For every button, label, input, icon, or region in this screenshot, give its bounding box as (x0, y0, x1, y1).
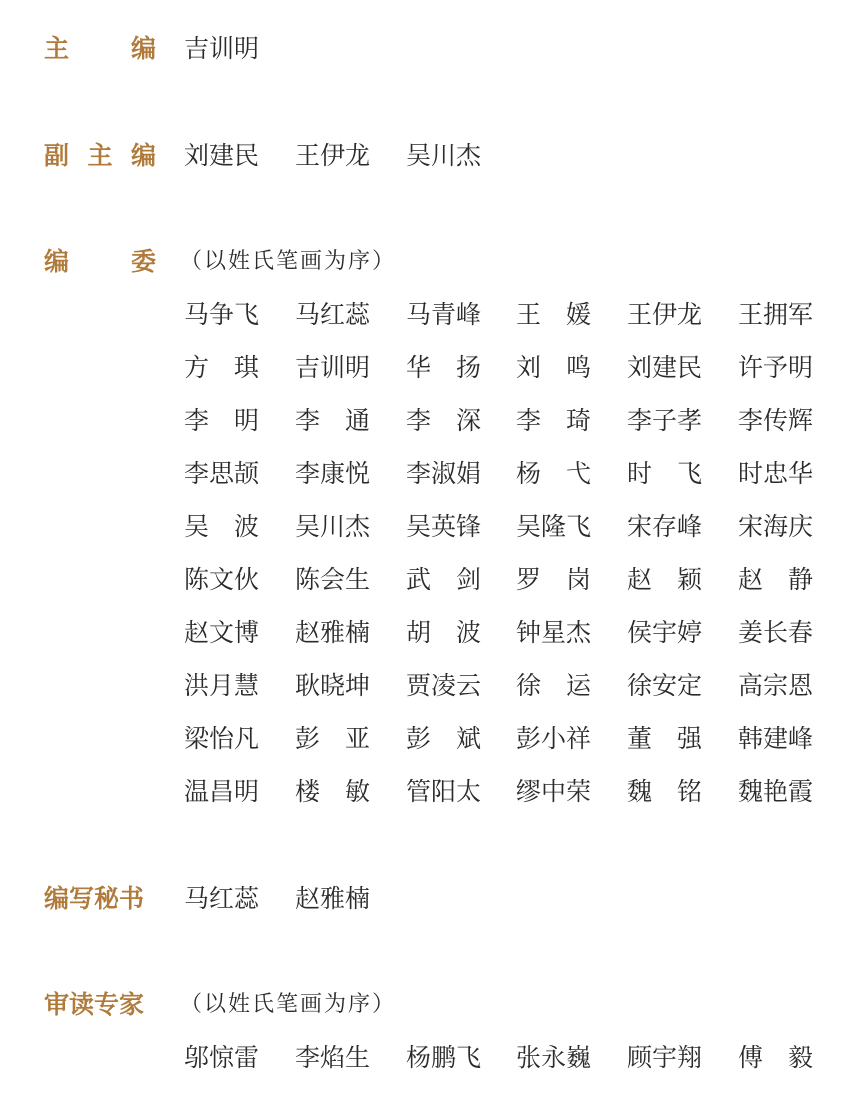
editorial-board-member: 宋海庆 (738, 512, 814, 541)
editorial-board-member: 时 飞 (627, 459, 703, 488)
editorial-board-member: 魏艳霞 (738, 777, 814, 806)
editorial-board-member: 方 琪 (184, 353, 260, 382)
editorial-board-member: 彭 斌 (406, 724, 482, 753)
review-expert: 杨鹏飞 (406, 1043, 482, 1072)
editorial-board-member: 赵文博 (184, 618, 260, 647)
review-expert: 李焰生 (295, 1043, 371, 1072)
editorial-board-member: 李 明 (184, 406, 260, 435)
editorial-board-member: 刘建民 (627, 353, 703, 382)
editorial-board-member: 李康悦 (295, 459, 371, 488)
editorial-board-member: 华 扬 (406, 353, 482, 382)
editorial-board-member: 楼 敏 (295, 777, 371, 806)
deputy-editor-name: 刘建民 (184, 141, 260, 170)
editorial-board-label: 编 委 (44, 247, 156, 276)
editorial-board-member: 魏 铭 (627, 777, 703, 806)
chief-editor-name: 吉训明 (184, 34, 260, 63)
editorial-board-member: 罗 岗 (516, 565, 592, 594)
editorial-board-member: 彭 亚 (295, 724, 371, 753)
editorial-board-member: 管阳太 (406, 777, 482, 806)
editorial-board-member: 杨 弋 (516, 459, 592, 488)
editorial-board-member: 李子孝 (627, 406, 703, 435)
review-expert: 张永巍 (516, 1043, 592, 1072)
editorial-board-member: 王 媛 (516, 300, 592, 329)
editorial-board-member: 洪月慧 (184, 671, 260, 700)
editorial-board-member: 韩建峰 (738, 724, 814, 753)
deputy-editor-name: 吴川杰 (406, 141, 482, 170)
editorial-board-member: 赵 颖 (627, 565, 703, 594)
editorial-board-member: 缪中荣 (516, 777, 592, 806)
editorial-board-member: 高宗恩 (738, 671, 814, 700)
editorial-board-member: 刘 鸣 (516, 353, 592, 382)
editorial-board-note: （以姓氏笔画为序） (180, 249, 397, 274)
editorial-board-member: 陈文伙 (184, 565, 260, 594)
editorial-board-member: 侯宇婷 (627, 618, 703, 647)
editorial-board-member: 许予明 (738, 353, 814, 382)
editorial-board-member: 彭小祥 (516, 724, 592, 753)
editorial-board-member: 吴英锋 (406, 512, 482, 541)
editorial-board-member: 马红蕊 (295, 300, 371, 329)
editorial-board-member: 胡 波 (406, 618, 482, 647)
review-experts-label: 审读专家 (44, 990, 145, 1019)
editorial-board-member: 李 通 (295, 406, 371, 435)
review-expert: 邬惊雷 (184, 1043, 260, 1072)
editorial-board-member: 徐 运 (516, 671, 592, 700)
editorial-board-member: 董 强 (627, 724, 703, 753)
deputy-editor-label: 副 主 编 (44, 141, 156, 170)
editorial-board-member: 吴隆飞 (516, 512, 592, 541)
editorial-board-member: 李思颉 (184, 459, 260, 488)
editorial-board-member: 徐安定 (627, 671, 703, 700)
review-expert: 傅 毅 (738, 1043, 814, 1072)
editorial-board-member: 陈会生 (295, 565, 371, 594)
editorial-board-member: 武 剑 (406, 565, 482, 594)
editorial-board-member: 贾凌云 (406, 671, 482, 700)
chief-editor-label: 主 编 (44, 34, 156, 63)
editorial-board-member: 吴 波 (184, 512, 260, 541)
editorial-board-member: 王伊龙 (627, 300, 703, 329)
editorial-board-member: 赵雅楠 (295, 618, 371, 647)
secretary-label: 编写秘书 (44, 884, 145, 913)
editorial-board-member: 宋存峰 (627, 512, 703, 541)
editorial-board-member: 李 琦 (516, 406, 592, 435)
editorial-board-member: 赵 静 (738, 565, 814, 594)
editorial-board-member: 姜长春 (738, 618, 814, 647)
deputy-editor-name: 王伊龙 (295, 141, 371, 170)
editorial-board-member: 马争飞 (184, 300, 260, 329)
editorial-board-member: 吴川杰 (295, 512, 371, 541)
editorial-board-member: 钟星杰 (516, 618, 592, 647)
secretary-name: 赵雅楠 (295, 884, 371, 913)
editorial-board-member: 吉训明 (295, 353, 371, 382)
editorial-board-member: 王拥军 (738, 300, 814, 329)
editorial-board-member: 马青峰 (406, 300, 482, 329)
editorial-board-member: 温昌明 (184, 777, 260, 806)
editorial-board-member: 梁怡凡 (184, 724, 260, 753)
review-experts-note: （以姓氏笔画为序） (180, 992, 397, 1017)
editorial-board-member: 李传辉 (738, 406, 814, 435)
editorial-board-member: 时忠华 (738, 459, 814, 488)
secretary-name: 马红蕊 (184, 884, 260, 913)
review-expert: 顾宇翔 (627, 1043, 703, 1072)
editorial-board-member: 李淑娟 (406, 459, 482, 488)
editorial-board-member: 耿晓坤 (295, 671, 371, 700)
editorial-board-member: 李 深 (406, 406, 482, 435)
